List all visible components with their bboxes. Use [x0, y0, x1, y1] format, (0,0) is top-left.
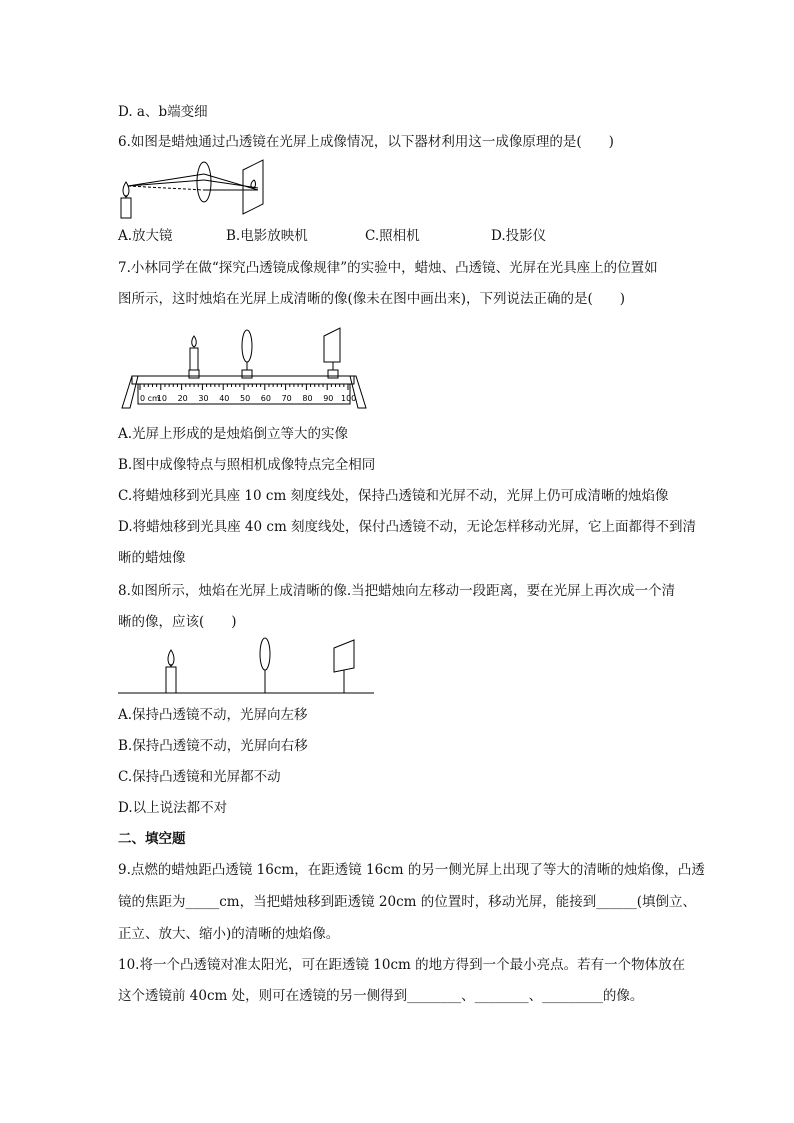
q8-stem-line2: 晰的像，应该( ) — [118, 614, 237, 630]
q7-scale-unit: 0 cm — [140, 394, 160, 403]
q8-option-b[interactable]: B.保持凸透镜不动，光屏向右移 — [118, 738, 308, 754]
q7-screen-holder — [324, 328, 340, 378]
scale-tick-label: 20 — [177, 394, 188, 403]
q7-stem-line1: 7.小林同学在做“探究凸透镜成像规律”的实验中，蜡烛、凸透镜、光屏在光具座上的位置如 — [118, 260, 658, 276]
scale-tick-label: 10 — [156, 394, 167, 403]
q7-lens-holder — [242, 330, 252, 378]
q8-option-a[interactable]: A.保持凸透镜不动，光屏向左移 — [118, 707, 308, 723]
q9-line1: 9.点燃的蜡烛距凸透镜 16cm，在距透镜 16cm 的另一侧光屏上出现了等大的清晰的烛焰像，凸透 — [118, 862, 705, 878]
scale-tick-label: 50 — [240, 394, 251, 403]
q6-figure — [118, 160, 278, 220]
q7-scale-ticks — [140, 384, 348, 390]
q7-candle-holder — [189, 336, 199, 378]
q7-option-d-line1[interactable]: D.将蜡烛移到光具座 40 cm 刻度线处，保付凸透镜不动，无论怎样移动光屏，它上面都得不到清 — [118, 519, 697, 535]
q6-option-d[interactable]: D.投影仪 — [491, 228, 547, 244]
q10-line1: 10.将一个凸透镜对准太阳光，可在距透镜 10cm 的地方得到一个最小亮点。若有一个物体放在 — [118, 957, 686, 973]
q8-stem-line1: 8.如图所示，烛焰在光屏上成清晰的像.当把蜡烛向左移动一段距离，要在光屏上再次成一个清 — [118, 583, 676, 599]
q7-option-a[interactable]: A.光屏上形成的是烛焰倒立等大的实像 — [118, 426, 349, 442]
scale-tick-label: 60 — [260, 394, 271, 403]
q7-right-leg — [350, 376, 366, 408]
q6-option-a[interactable]: A.放大镜 — [118, 228, 173, 244]
q8-option-c[interactable]: C.保持凸透镜和光屏都不动 — [118, 769, 281, 785]
scale-tick-label: 100 — [341, 394, 357, 403]
q8-flame-icon — [168, 650, 174, 666]
q7-flame-icon — [192, 336, 197, 347]
q7-stem-line2: 图所示，这时烛焰在光屏上成清晰的像(像未在图中画出来)，下列说法正确的是( ) — [118, 291, 626, 307]
scale-tick-label: 80 — [302, 394, 313, 403]
q6-lens-icon — [197, 162, 211, 202]
q8-screen-icon — [334, 640, 354, 672]
scale-tick-label: 70 — [281, 394, 292, 403]
section-heading-fill-in: 二、填空题 — [118, 831, 186, 847]
q7-bench-top — [132, 376, 354, 384]
q7-option-c[interactable]: C.将蜡烛移到光具座 10 cm 刻度线处，保持凸透镜和光屏不动，光屏上仍可成清晰的烛焰像 — [118, 488, 669, 504]
q8-figure — [118, 636, 378, 696]
q8-option-d[interactable]: D.以上说法都不对 — [118, 800, 228, 816]
scale-tick-label: 30 — [198, 394, 209, 403]
q7-lens-icon — [242, 330, 252, 362]
q10-line2[interactable]: 这个透镜前 40cm 处，则可在透镜的另一侧得到________、________、_________的像。 — [118, 988, 644, 1004]
q8-lens-icon — [260, 638, 270, 670]
q7-option-d-line2: 晰的蜡烛像 — [118, 550, 186, 566]
q7-optical-bench-figure — [118, 328, 370, 416]
q6-flame-icon — [123, 182, 129, 197]
q6-candle-icon — [121, 198, 131, 218]
q8-candle-icon — [166, 667, 176, 693]
q7-left-leg — [122, 376, 138, 408]
q5-option-d: D. a、b端变细 — [118, 104, 208, 120]
q6-option-c[interactable]: C.照相机 — [365, 228, 420, 244]
q6-stem: 6.如图是蜡烛通过凸透镜在光屏上成像情况，以下器材利用这一成像原理的是( ) — [118, 134, 614, 150]
scale-tick-label: 40 — [219, 394, 230, 403]
q7-option-b[interactable]: B.图中成像特点与照相机成像特点完全相同 — [118, 457, 376, 473]
q7-screen-icon — [324, 328, 340, 362]
q9-line2[interactable]: 镜的焦距为_____cm，当把蜡烛移到距透镜 20cm 的位置时，移动光屏，能接到______(填倒立、 — [118, 894, 697, 910]
q9-line3: 正立、放大、缩小)的清晰的烛焰像。 — [118, 926, 340, 942]
scale-tick-label: 90 — [323, 394, 334, 403]
q6-option-b[interactable]: B.电影放映机 — [226, 228, 308, 244]
